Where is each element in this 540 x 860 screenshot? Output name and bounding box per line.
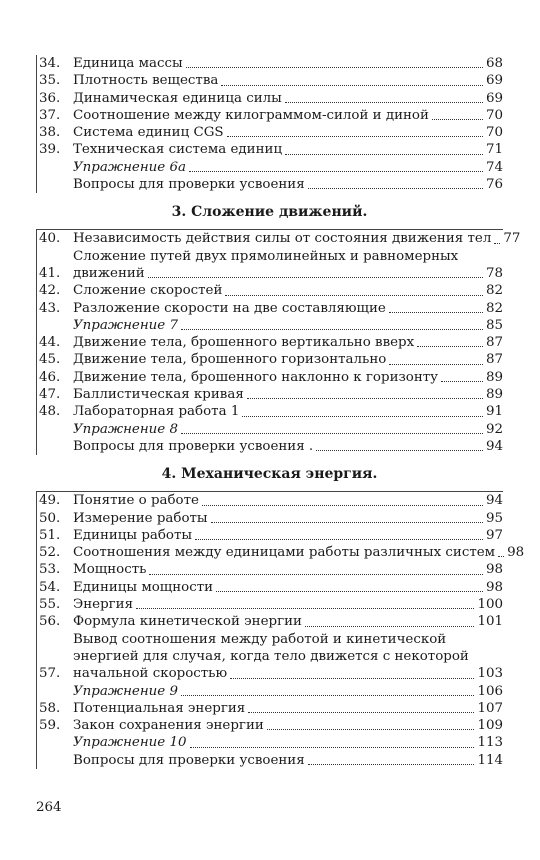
toc-entry-number: 56. xyxy=(39,614,61,630)
toc-entry-title-line: Вывод соотношения между работой и кинетической xyxy=(73,631,447,647)
toc-entry xyxy=(37,141,503,158)
toc-entry-title-line: Сложение путей двух прямолинейных и равномерных xyxy=(73,248,459,264)
toc-entry-page: 87 xyxy=(485,335,503,351)
toc-entry-number: 59. xyxy=(39,718,61,734)
toc-entry-number: 55. xyxy=(39,597,61,613)
toc-entry-title xyxy=(73,107,503,124)
leader-dots xyxy=(308,187,483,189)
toc-entry-title xyxy=(73,403,503,420)
toc-entry-number: 34. xyxy=(39,56,61,71)
leader-dots xyxy=(181,328,483,330)
toc-entry xyxy=(37,159,503,176)
toc-entry-title-text: Лабораторная работа 1 xyxy=(73,404,240,420)
leader-dots xyxy=(181,432,483,434)
toc-block-mechanics-units xyxy=(36,55,503,193)
toc-entry-title xyxy=(73,752,503,769)
toc-entry-title-text: Понятие о работе xyxy=(73,493,199,509)
toc-entry-page: 70 xyxy=(485,125,503,141)
toc-entry-number: 43. xyxy=(39,300,61,316)
toc-entry-title xyxy=(73,159,503,176)
toc-entry-number: 52. xyxy=(39,545,61,561)
section-heading-3: 3. Сложение движений. xyxy=(171,204,368,221)
toc-entry-title-text: Система единиц CGS xyxy=(73,125,224,141)
toc-entry xyxy=(37,510,503,527)
toc-entry-title-text: Соотношение между килограммом-силой и диной xyxy=(73,107,429,123)
toc-entry-number: 41. xyxy=(39,265,61,281)
toc-entry-number: 54. xyxy=(39,579,61,595)
toc-entry xyxy=(37,317,503,334)
toc-entry-page: 89 xyxy=(485,387,503,403)
leader-dots xyxy=(190,746,475,748)
toc-entry-title-text: Упражнение 6а xyxy=(73,159,186,175)
toc-entry-title xyxy=(73,72,503,89)
toc-entry xyxy=(37,717,503,734)
leader-dots xyxy=(389,311,483,313)
toc-entry-number: 37. xyxy=(39,107,61,123)
toc-entry-title xyxy=(73,334,503,351)
toc-entry-page: 77 xyxy=(503,231,521,247)
toc-entry-number: 38. xyxy=(39,125,61,141)
toc-entry-page: 92 xyxy=(485,421,503,437)
toc-entry-page: 98 xyxy=(507,545,525,561)
toc-entry xyxy=(37,752,503,769)
toc-entry-title xyxy=(73,717,503,734)
leader-dots xyxy=(494,242,500,244)
toc-entry xyxy=(37,561,503,578)
toc-entry-title xyxy=(73,683,503,700)
toc-entry-title xyxy=(73,527,503,544)
toc-entry-page: 78 xyxy=(485,265,503,281)
toc-entry-number: 53. xyxy=(39,562,61,578)
toc-entry xyxy=(37,248,503,283)
leader-dots xyxy=(225,294,483,296)
toc-entry-number: 57. xyxy=(39,666,61,682)
toc-entry-number: 48. xyxy=(39,404,61,420)
toc-entry-page: 82 xyxy=(485,283,503,299)
toc-entry-title-text: Вопросы для проверки усвоения xyxy=(73,752,305,768)
toc-entry-number: 51. xyxy=(39,527,61,543)
toc-entry-number: 58. xyxy=(39,700,61,716)
toc-entry-title xyxy=(73,596,503,613)
toc-entry-page: 109 xyxy=(477,718,503,734)
toc-entry-page: 94 xyxy=(485,493,503,509)
toc-entry-title xyxy=(73,317,503,334)
toc-entry xyxy=(37,527,503,544)
toc-entry-page: 98 xyxy=(485,562,503,578)
toc-entry-title xyxy=(73,734,503,751)
toc-entry-number: 35. xyxy=(39,73,61,89)
toc-entry-title-text: Плотность вещества xyxy=(73,73,219,89)
toc-entry-title-text: Мощность xyxy=(73,562,147,578)
leader-dots xyxy=(305,625,474,627)
toc-entry-title xyxy=(73,492,503,509)
leader-dots xyxy=(149,573,483,575)
toc-entry-page: 69 xyxy=(485,73,503,89)
toc-entry-page: 100 xyxy=(477,597,503,613)
page-number: 264 xyxy=(36,800,62,815)
toc-entry-title-text: Движение тела, брошенного горизонтально xyxy=(73,352,387,368)
toc-entry-number: 50. xyxy=(39,510,61,526)
toc-entry-title-text: Вопросы для проверки усвоения . xyxy=(73,438,314,454)
leader-dots xyxy=(186,66,483,68)
toc-entry-title-text: Независимость действия силы от состояния движения тел xyxy=(73,231,492,247)
toc-entry-title xyxy=(73,700,503,717)
toc-entry-title xyxy=(73,351,503,368)
toc-entry-title-text: Упражнение 9 xyxy=(73,683,178,699)
leader-dots xyxy=(432,118,483,120)
toc-entry-page: 103 xyxy=(477,666,503,682)
toc-entry-number: 42. xyxy=(39,283,61,299)
toc-entry-title xyxy=(73,124,503,141)
leader-dots xyxy=(316,449,483,451)
toc-entry-title-text: Формула кинетической энергии xyxy=(73,614,302,630)
toc-entry-page: 89 xyxy=(485,369,503,385)
toc-entry xyxy=(37,734,503,751)
toc-entry-page: 85 xyxy=(485,317,503,333)
leader-dots xyxy=(181,694,474,696)
toc-entry-page: 98 xyxy=(485,579,503,595)
toc-entry-title xyxy=(73,369,503,386)
toc-entry xyxy=(37,351,503,368)
toc-entry-title-text: Единица массы xyxy=(73,56,183,71)
toc-entry-number: 39. xyxy=(39,142,61,158)
leader-dots xyxy=(389,363,483,365)
leader-dots xyxy=(417,345,483,347)
toc-entry-title-line: начальной скоростью xyxy=(73,666,228,682)
toc-entry xyxy=(37,386,503,403)
toc-entry-page: 113 xyxy=(477,735,503,751)
toc-entry-title-text: Закон сохранения энергии xyxy=(73,718,264,734)
toc-entry xyxy=(37,683,503,700)
toc-entry-title xyxy=(73,631,503,683)
toc-entry-number: 45. xyxy=(39,352,61,368)
toc-entry-page: 91 xyxy=(485,404,503,420)
toc-entry-page: 82 xyxy=(485,300,503,316)
toc-entry xyxy=(37,403,503,420)
toc-entry-title-text: Единицы мощности xyxy=(73,579,214,595)
leader-dots xyxy=(221,84,483,86)
toc-entry-page: 97 xyxy=(485,527,503,543)
leader-dots xyxy=(216,590,483,592)
toc-entry-title-text: Упражнение 8 xyxy=(73,421,178,437)
toc-entry xyxy=(37,90,503,107)
toc-entry-title xyxy=(73,438,503,455)
toc-entry xyxy=(37,700,503,717)
toc-entry xyxy=(37,107,503,124)
toc-entry-title xyxy=(73,176,503,193)
toc-entry-title-text: Техническая система единиц xyxy=(73,142,283,158)
toc-entry-page: 68 xyxy=(485,56,503,71)
toc-entry-title xyxy=(73,300,503,317)
toc-entry-title-text: Упражнение 10 xyxy=(73,735,187,751)
toc-entry xyxy=(37,613,503,630)
toc-entry-title-line: движений xyxy=(73,265,145,281)
leader-dots xyxy=(227,135,483,137)
toc-entry-title xyxy=(73,90,503,107)
leader-dots xyxy=(498,555,504,557)
toc-entry xyxy=(37,176,503,193)
toc-entry-page: 74 xyxy=(485,159,503,175)
toc-entry-page: 95 xyxy=(485,510,503,526)
toc-entry-page: 106 xyxy=(477,683,503,699)
leader-dots xyxy=(195,538,483,540)
toc-entry-number: 47. xyxy=(39,387,61,403)
toc-entry xyxy=(37,438,503,455)
leader-dots xyxy=(267,728,475,730)
toc-entry xyxy=(37,282,503,299)
toc-entry-title xyxy=(73,579,503,596)
toc-entry-title-text: Вопросы для проверки усвоения xyxy=(73,177,305,193)
toc-entry-page: 87 xyxy=(485,352,503,368)
leader-dots xyxy=(211,521,483,523)
toc-entry xyxy=(37,596,503,613)
toc-entry xyxy=(37,72,503,89)
toc-entry-page: 94 xyxy=(485,438,503,454)
toc-entry xyxy=(37,631,503,683)
toc-entry-title-text: Потенциальная энергия xyxy=(73,700,246,716)
leader-dots xyxy=(248,711,474,713)
table-of-contents xyxy=(36,55,525,769)
toc-entry-page: 114 xyxy=(477,752,503,768)
leader-dots xyxy=(285,153,483,155)
leader-dots xyxy=(202,504,483,506)
toc-entry xyxy=(37,544,525,561)
leader-dots xyxy=(247,397,483,399)
toc-entry-title-text: Баллистическая кривая xyxy=(73,387,244,403)
toc-entry xyxy=(37,369,503,386)
toc-entry-title xyxy=(73,248,503,283)
toc-entry xyxy=(37,579,503,596)
toc-entry xyxy=(37,55,503,72)
toc-entry-number: 46. xyxy=(39,369,61,385)
leader-dots xyxy=(285,101,483,103)
toc-entry-title-text: Единицы работы xyxy=(73,527,193,543)
toc-entry xyxy=(37,334,503,351)
toc-entry-title-line: энергией для случая, когда тело движется с некоторой xyxy=(73,648,469,664)
toc-entry xyxy=(37,492,503,509)
toc-entry-number: 36. xyxy=(39,90,61,106)
toc-entry-title-text: Движение тела, брошенного вертикально вверх xyxy=(73,335,415,351)
toc-entry-title xyxy=(73,561,503,578)
leader-dots xyxy=(189,170,483,172)
toc-entry-title xyxy=(73,230,521,247)
leader-dots xyxy=(230,677,474,679)
toc-entry-title-text: Разложение скорости на две составляющие xyxy=(73,300,386,316)
toc-entry xyxy=(37,421,503,438)
toc-entry-title xyxy=(73,282,503,299)
leader-dots xyxy=(441,380,483,382)
toc-entry-title-text: Движение тела, брошенного наклонно к горизонту xyxy=(73,369,439,385)
toc-entry-page: 107 xyxy=(477,700,503,716)
toc-entry-title-text: Измерение работы xyxy=(73,510,208,526)
leader-dots xyxy=(242,415,483,417)
toc-entry-number: 40. xyxy=(39,231,61,247)
toc-entry xyxy=(37,124,503,141)
section-heading-4: 4. Механическая энергия. xyxy=(161,466,378,483)
toc-entry-page: 101 xyxy=(477,614,503,630)
leader-dots xyxy=(148,276,483,278)
toc-entry-page: 69 xyxy=(485,90,503,106)
toc-entry-title-text: Соотношения между единицами работы различных систем xyxy=(73,545,496,561)
toc-block-section-4 xyxy=(36,491,525,769)
toc-entry-title-text: Динамическая единица силы xyxy=(73,90,282,106)
toc-entry-title xyxy=(73,421,503,438)
toc-entry-title xyxy=(73,55,503,72)
toc-entry xyxy=(37,230,521,247)
toc-entry-title xyxy=(73,613,503,630)
toc-entry-page: 70 xyxy=(485,107,503,123)
toc-entry-title-text: Сложение скоростей xyxy=(73,283,223,299)
toc-block-section-3 xyxy=(36,229,521,455)
leader-dots xyxy=(308,763,475,765)
toc-entry xyxy=(37,300,503,317)
toc-entry-number: 49. xyxy=(39,493,61,509)
toc-entry-title xyxy=(73,510,503,527)
toc-entry-title-text: Энергия xyxy=(73,597,134,613)
toc-entry-page: 71 xyxy=(485,142,503,158)
toc-entry-title-text: Упражнение 7 xyxy=(73,317,178,333)
toc-entry-title xyxy=(73,141,503,158)
toc-entry-number: 44. xyxy=(39,335,61,351)
leader-dots xyxy=(136,607,474,609)
toc-entry-title xyxy=(73,386,503,403)
toc-entry-page: 76 xyxy=(485,177,503,193)
toc-entry-title xyxy=(73,544,525,561)
